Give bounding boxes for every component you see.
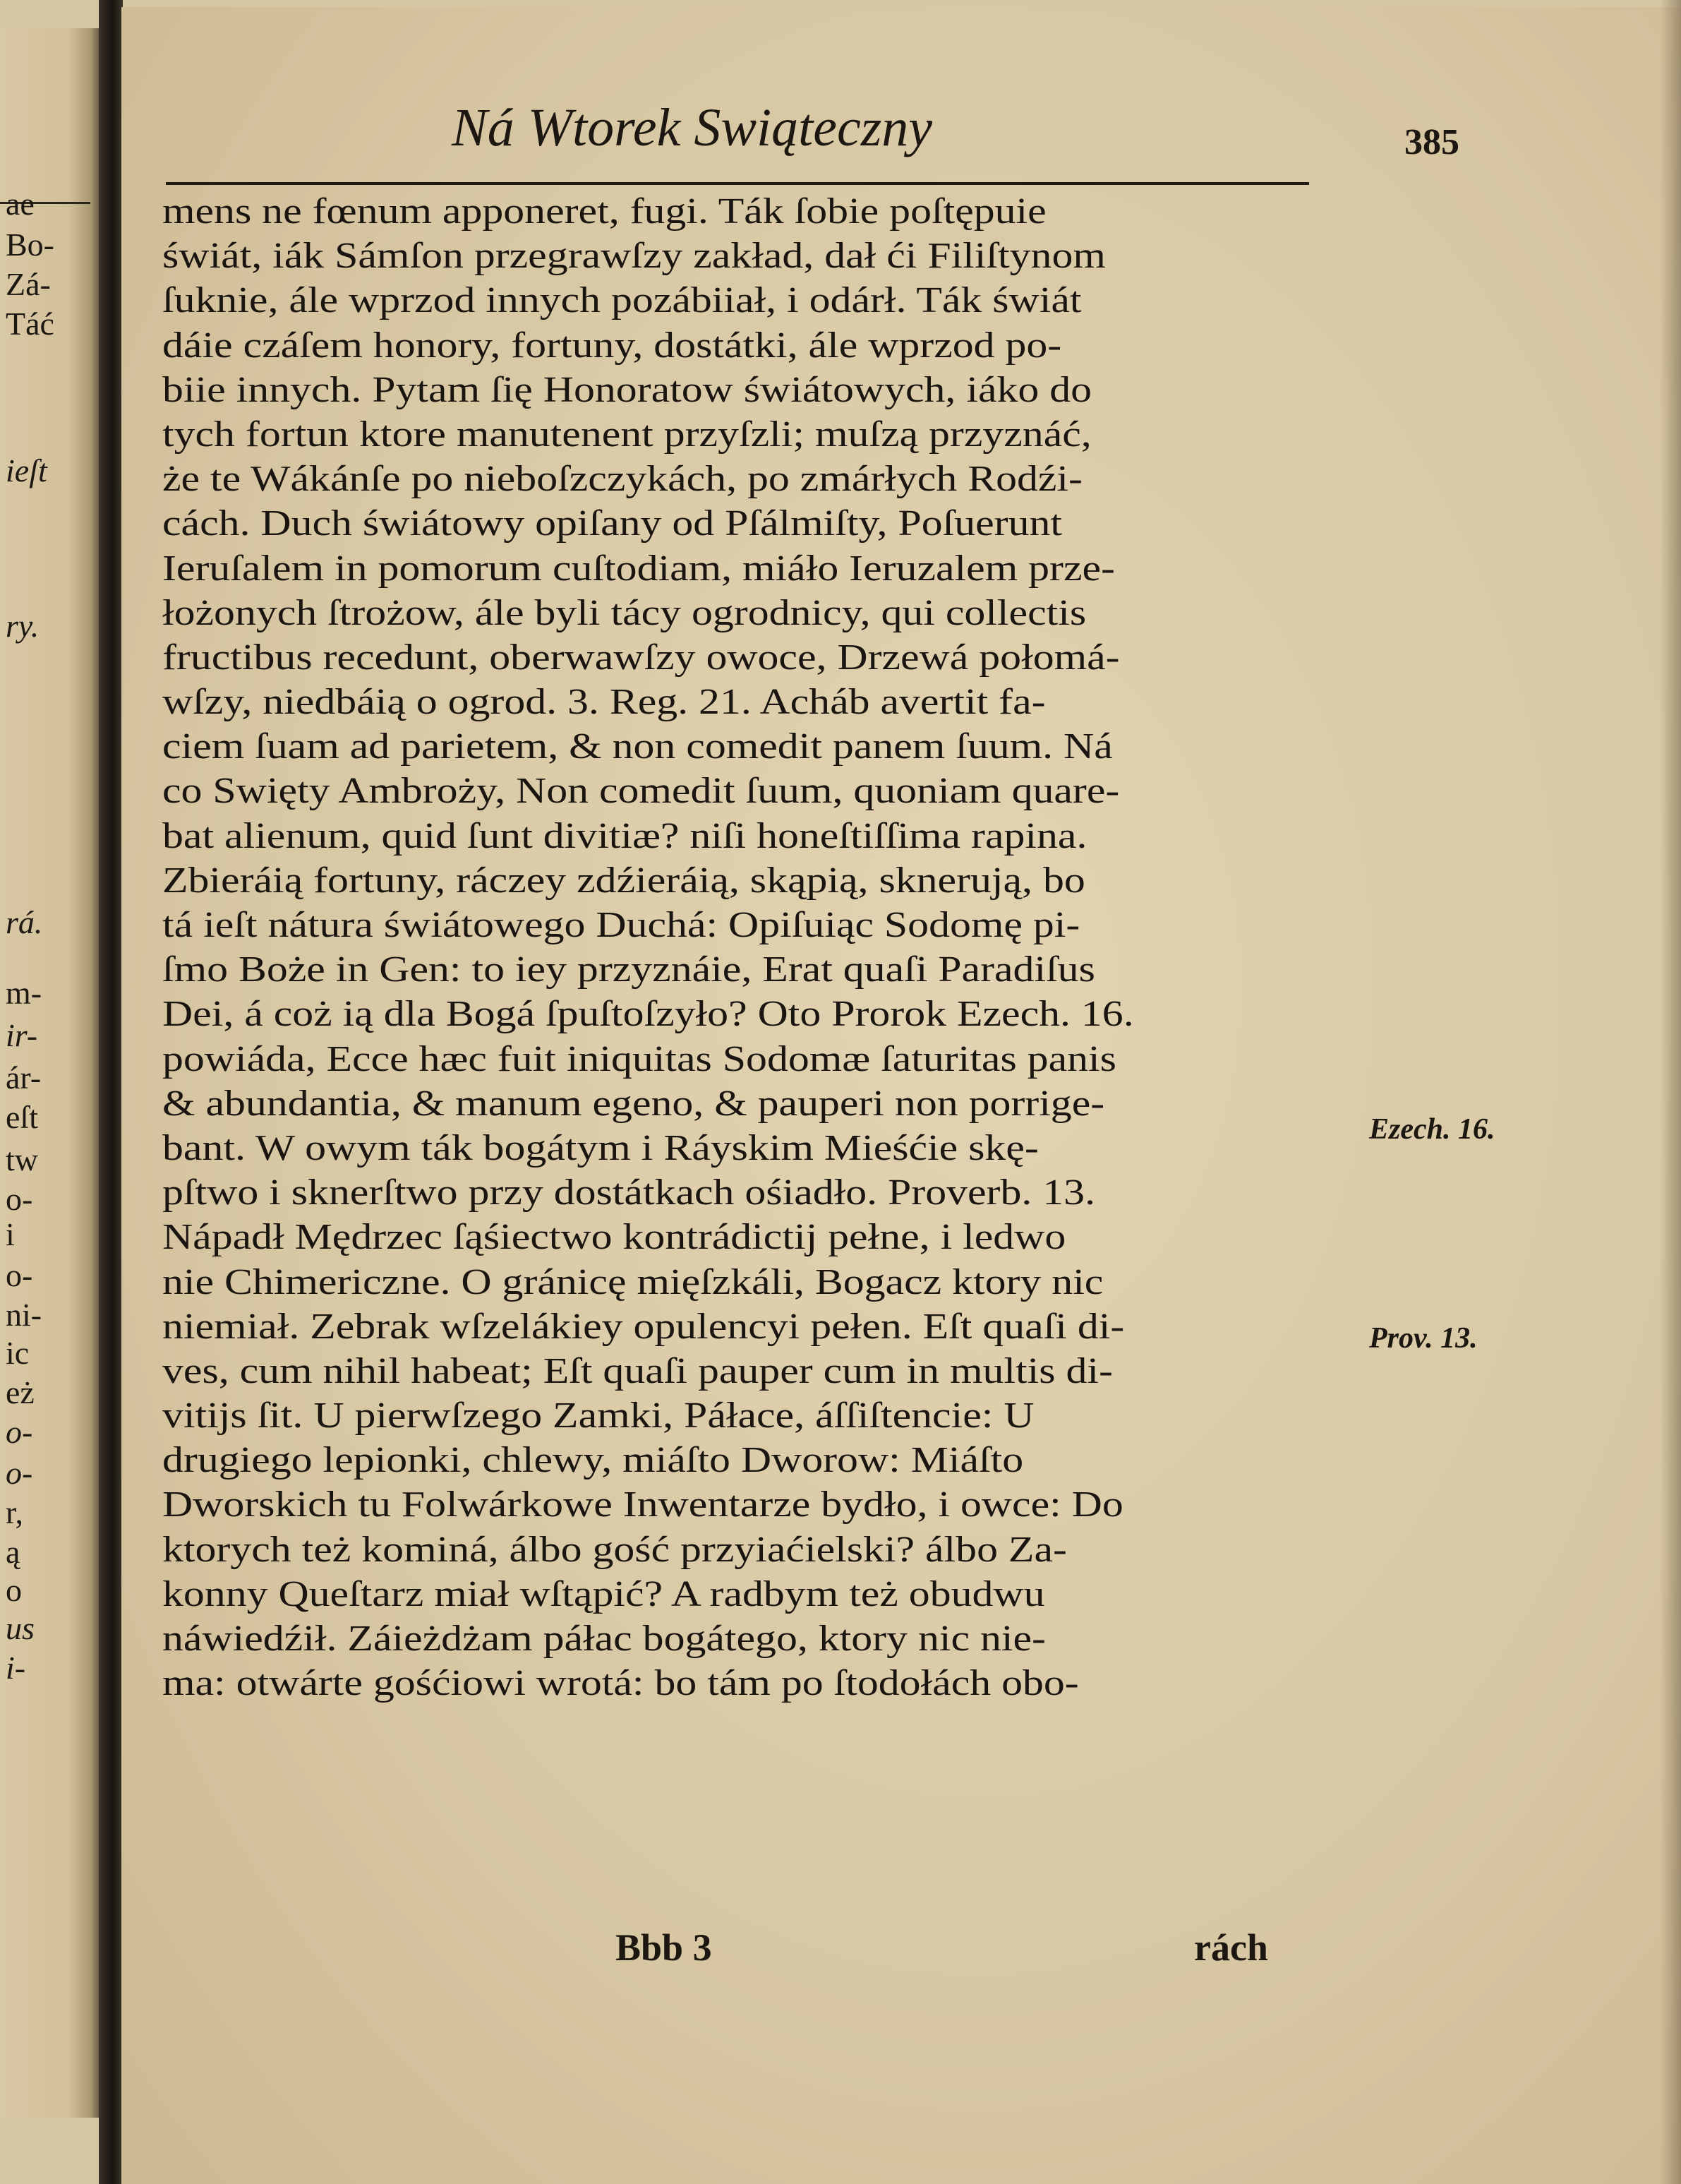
- book-gutter: [99, 0, 123, 2184]
- left-fragment: ni-: [6, 1297, 42, 1333]
- text-line: ves, cum nihil habeat; Eſt quaſi pauper cum in multis di-: [162, 1350, 1113, 1391]
- margin-note-prov: Prov. 13.: [1369, 1322, 1478, 1355]
- text-line: pſtwo i sknerſtwo przy dostátkach ośiadło. Proverb. 13.: [162, 1172, 1096, 1213]
- margin-note-ezech: Ezech. 16.: [1369, 1113, 1495, 1146]
- text-line: ktorych też kominá, álbo gość przyiaćielski? álbo Za-: [162, 1529, 1067, 1570]
- left-fragment: us: [6, 1610, 35, 1646]
- text-line: drugiego lepionki, chlewy, miáſto Dworow: Miáſto: [162, 1440, 1024, 1481]
- left-fragment: Bo-: [6, 227, 54, 263]
- left-fragment: Zá-: [6, 266, 51, 302]
- left-fragment: tw: [6, 1141, 38, 1177]
- left-fragment: ry.: [6, 608, 40, 644]
- text-line: Nápadł Mędrzec ſąśiectwo kontrádictij pełne, i ledwo: [162, 1217, 1066, 1258]
- left-fragment: o-: [6, 1414, 33, 1450]
- left-fragment: eſt: [6, 1099, 38, 1135]
- text-line: Ieruſalem in pomorum cuſtodiam, miáło Ieruzalem prze-: [162, 548, 1115, 589]
- left-fragment: Táć: [6, 306, 54, 342]
- left-fragment: ą: [6, 1534, 20, 1570]
- text-line: fructibus recedunt, oberwawſzy owoce, Drzewá połomá-: [162, 637, 1120, 678]
- text-line: bat alienum, quid ſunt divitiæ? niſi honeſtiſſima rapina.: [162, 815, 1087, 856]
- left-fragment: o-: [6, 1257, 33, 1293]
- text-line: ſmo Boże in Gen: to iey przyznáie, Erat quaſi Paradiſus: [162, 949, 1095, 990]
- text-line: Zbieráią fortuny, ráczey zdźieráią, skąpią, sknerują, bo: [162, 860, 1085, 901]
- text-line: ma: otwárte gośćiowi wrotá: bo tám po ſtodołách obo-: [162, 1663, 1079, 1704]
- left-fragment: o-: [6, 1181, 33, 1217]
- left-fragment: i: [6, 1216, 15, 1252]
- text-line: Dei, á coż ią dla Bogá ſpuſtoſzyło? Oto Prorok Ezech. 16.: [162, 994, 1134, 1035]
- text-line: nie Chimericzne. O gránicę mięſzkáli, Bogacz ktory nic: [162, 1261, 1104, 1302]
- text-line: ciem ſuam ad parietem, & non comedit panem ſuum. Ná: [162, 726, 1113, 767]
- left-fragment: ae: [6, 186, 35, 222]
- text-line: tá ieſt nátura świátowego Duchá: Opiſuiąc Sodomę pi-: [162, 905, 1080, 945]
- left-fragment: i-: [6, 1650, 26, 1686]
- text-line: biie innych. Pytam ſię Honoratow świátowych, iáko do: [162, 369, 1092, 410]
- left-fragment: ir-: [6, 1017, 38, 1053]
- header-rule: [166, 182, 1309, 185]
- left-fragment: rá.: [6, 904, 43, 940]
- text-line: tych fortun ktore manutenent przyſzli; muſzą przyznáć,: [162, 414, 1092, 455]
- text-line: cách. Duch świátowy opiſany od Pſálmiſty, Poſuerunt: [162, 503, 1062, 544]
- page-edge-shadow: [1660, 0, 1681, 2184]
- body-text: [162, 189, 1334, 1705]
- text-line: bant. W owym ták bogátym i Ráyskim Mieśćie skę-: [162, 1127, 1039, 1168]
- text-line: niemiał. Zebrak wſzelákiey opulencyi pełen. Eſt quaſi di-: [162, 1306, 1125, 1347]
- text-line: świát, iák Sámſon przegrawſzy zakład, dał ći Filiſtynom: [162, 236, 1106, 277]
- text-line: Dworskich tu Folwárkowe Inwentarze bydło, i owce: Do: [162, 1484, 1123, 1525]
- left-fragment: eż: [6, 1374, 35, 1410]
- text-line: náwiedźił. Záieżdżam páłac bogátego, ktory nic nie-: [162, 1619, 1046, 1659]
- text-line: łożonych ſtrożow, ále byli tácy ogrodnicy, qui collectis: [162, 592, 1087, 633]
- text-line: mens ne fœnum apponeret, fugi. Ták ſobie poſtępuie: [162, 191, 1047, 232]
- left-fragment: o: [6, 1572, 22, 1608]
- text-line: ſuknie, ále wprzod innych pozábiiał, i odárł. Ták świát: [162, 280, 1082, 321]
- text-line: wſzy, niedbáią o ogrod. 3. Reg. 21. Acháb avertit fa-: [162, 682, 1046, 723]
- left-fragment: ár-: [6, 1060, 42, 1096]
- left-facing-page: [0, 28, 99, 2118]
- left-fragment: r,: [6, 1494, 23, 1530]
- text-line: dáie czáſem honory, fortuny, dostátki, ále wprzod po-: [162, 325, 1062, 366]
- left-fragment: m-: [6, 975, 42, 1011]
- catchword: rách: [1194, 1926, 1268, 1969]
- text-line: vitijs ſit. U pierwſzego Zamki, Páłace, áſſiſtencie: U: [162, 1396, 1035, 1436]
- text-line: konny Queſtarz miał wſtąpić? A radbym też obudwu: [162, 1573, 1045, 1614]
- left-fragment: o-: [6, 1455, 33, 1491]
- left-fragment: ic: [6, 1335, 30, 1371]
- left-fragment: ieſt: [6, 452, 47, 488]
- page-number: 385: [1404, 122, 1459, 162]
- text-line: & abundantia, & manum egeno, & pauperi non porrige-: [162, 1083, 1105, 1124]
- text-line: że te Wákánſe po nieboſzczykách, po zmárłych Rodźi-: [162, 459, 1083, 500]
- signature-mark: Bbb 3: [615, 1926, 712, 1969]
- text-line: powiáda, Ecce hæc fuit iniquitas Sodomæ ſaturitas panis: [162, 1038, 1116, 1079]
- text-line: co Swięty Ambroży, Non comedit ſuum, quoniam quare-: [162, 771, 1120, 812]
- running-head: Ná Wtorek Swiąteczny: [452, 98, 933, 157]
